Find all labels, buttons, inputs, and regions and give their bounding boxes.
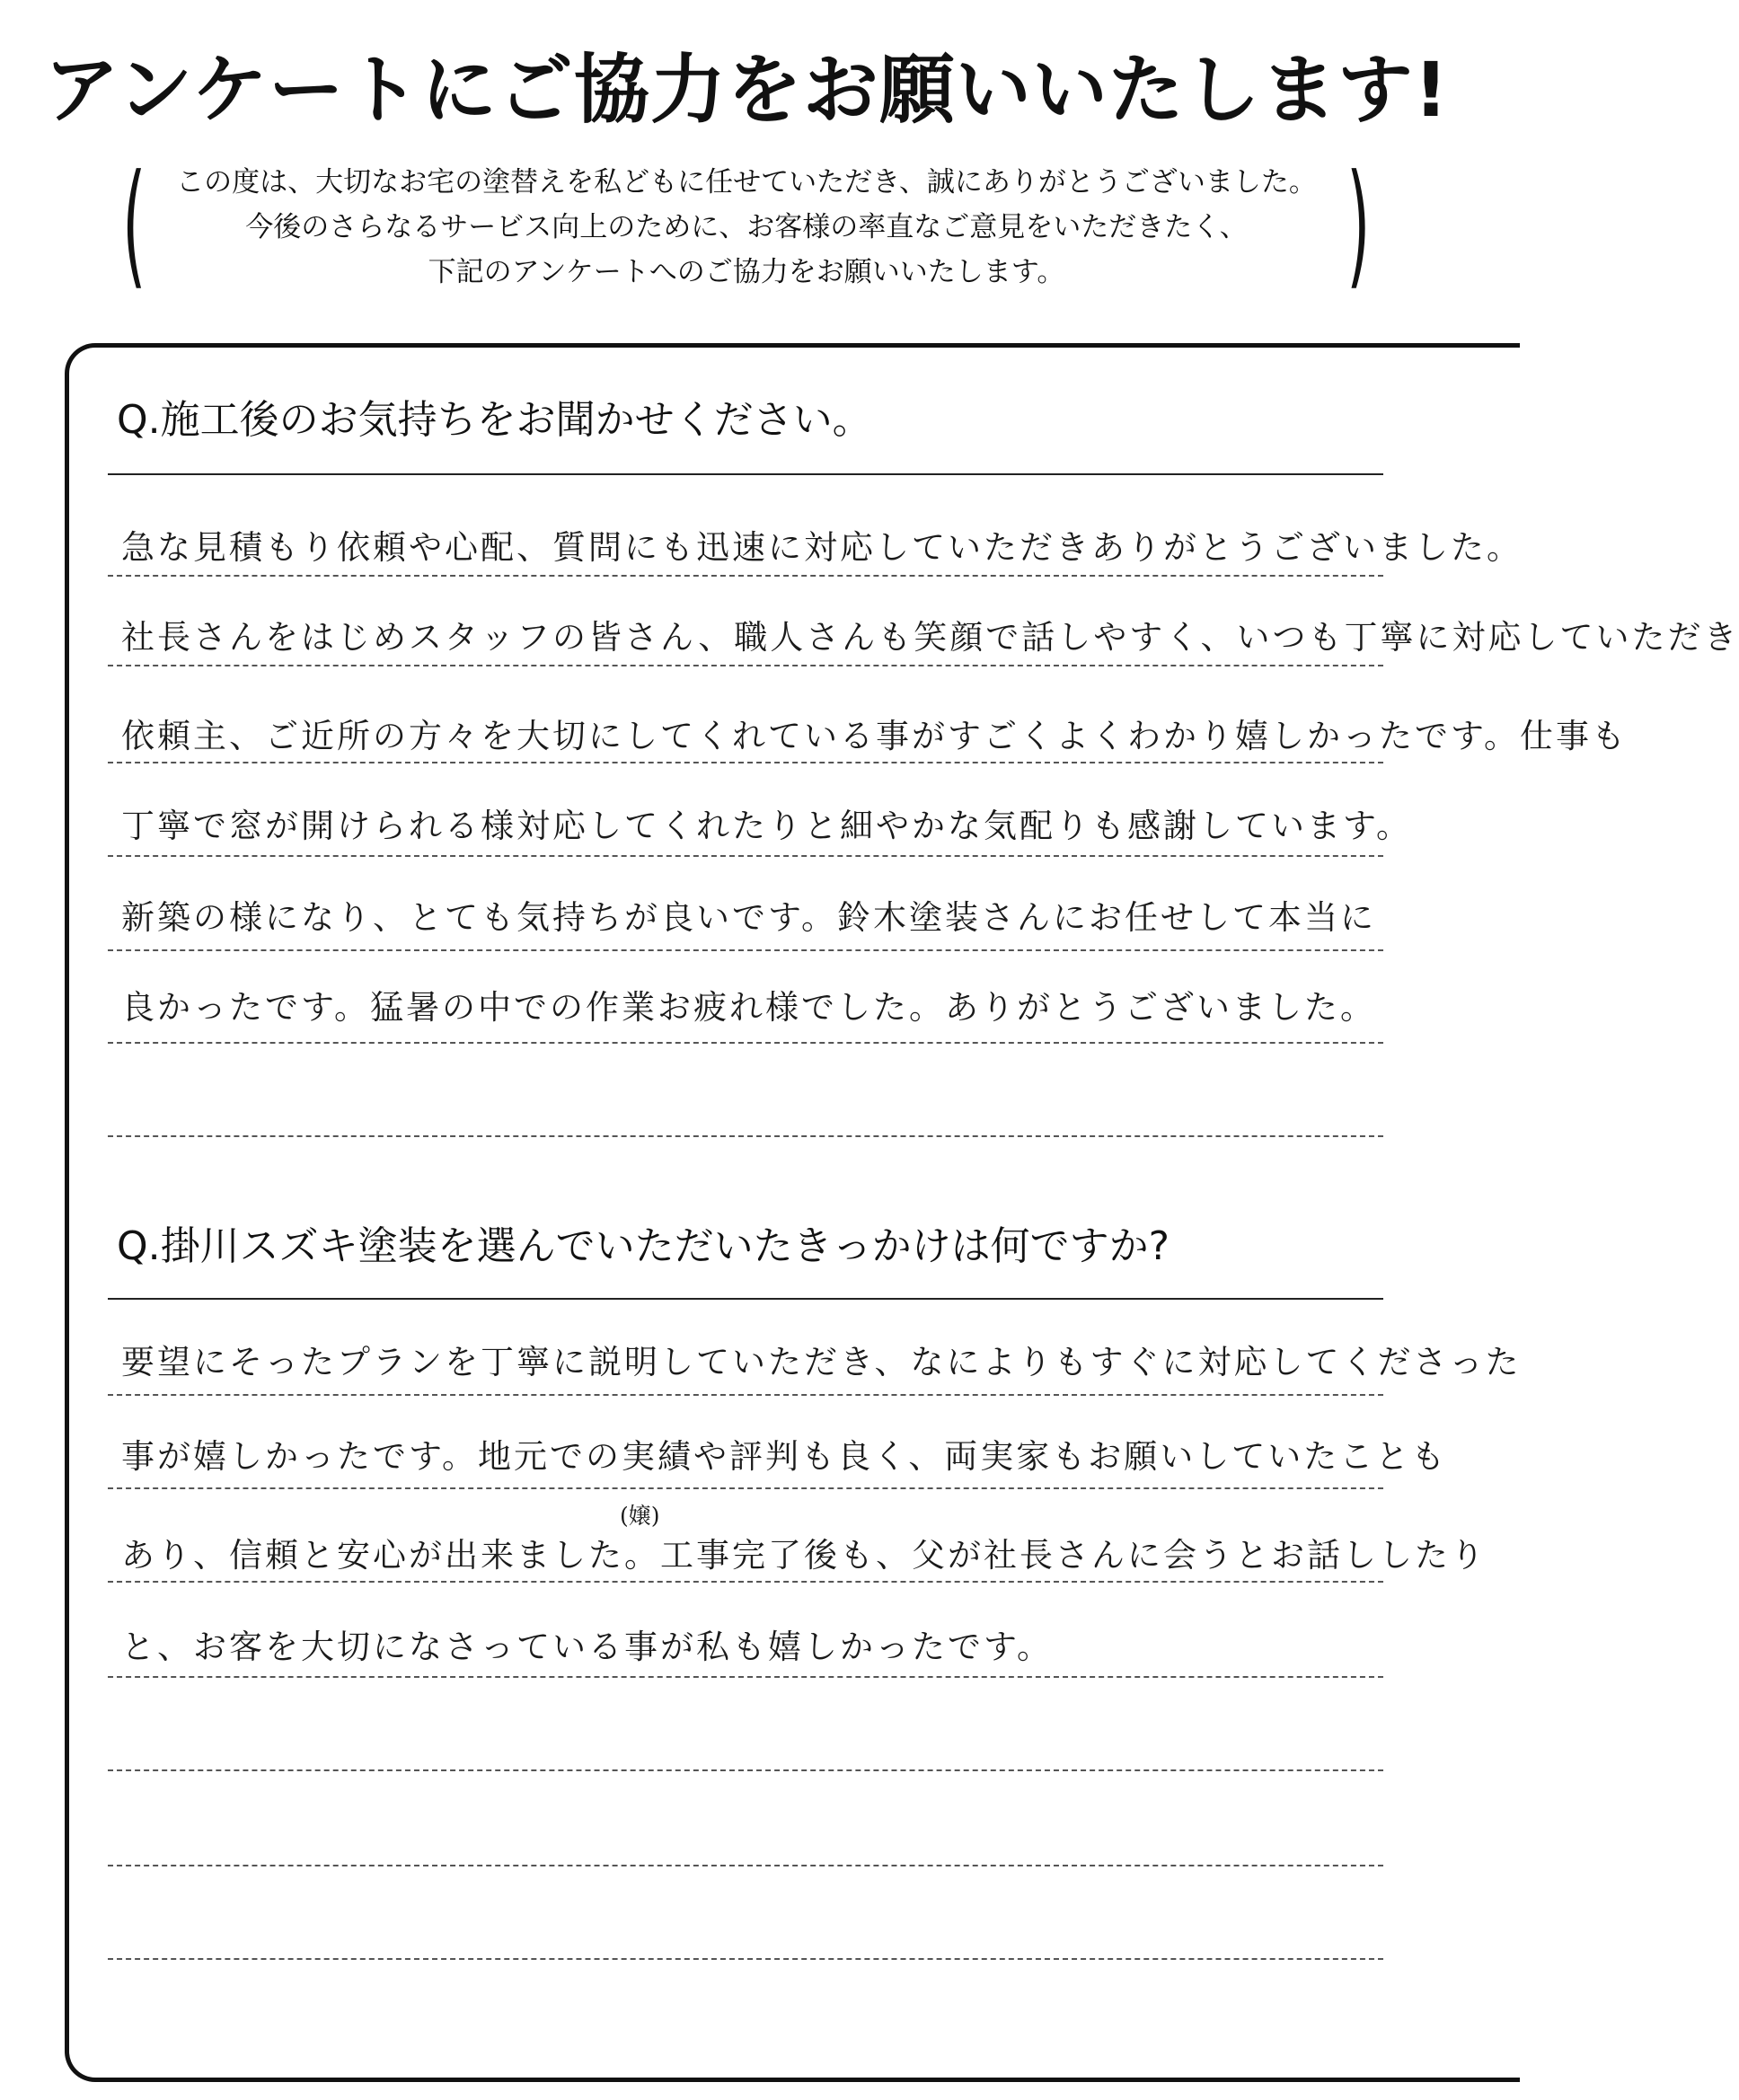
question-2-label: Q.掛川スズキ塗装を選んでいただいたきっかけは何ですか? bbox=[117, 1223, 1170, 1269]
intro-line-3: 下記のアンケートへのご協力をお願いいたします。 bbox=[428, 256, 1065, 288]
answer-2-rule-6 bbox=[108, 1865, 1383, 1866]
question-1-label: Q.施工後のお気持ちをお聞かせください。 bbox=[117, 397, 872, 443]
answer-1-rule-5 bbox=[108, 949, 1383, 951]
answer-1-line-1: 急な見積もり依頼や心配、質問にも迅速に対応していただきありがとうございました。 bbox=[121, 528, 1523, 567]
answer-1-rule-6 bbox=[108, 1042, 1383, 1044]
answer-1-line-6: 良かったです。猛暑の中での作業お疲れ様でした。ありがとうございました。 bbox=[121, 988, 1377, 1027]
answer-2-line-2: 事が嬉しかったです。地元での実績や評判も良く、両実家もお願いしていたことも bbox=[121, 1437, 1448, 1476]
question-1-underline bbox=[108, 473, 1383, 475]
intro-line-1: この度は、大切なお宅の塗替えを私どもに任せていただき、誠にありがとうございました。 bbox=[176, 166, 1317, 199]
answer-1-line-2: 社長さんをはじめスタッフの皆さん、職人さんも笑顔で話しやすく、いつも丁寧に対応していただき bbox=[121, 618, 1739, 657]
answer-1-rule-4 bbox=[108, 855, 1383, 857]
answer-1-line-3: 依頼主、ご近所の方々を大切にしてくれている事がすごくよくわかり嬉しかったです。仕事も bbox=[121, 717, 1629, 755]
left-parenthesis: ( bbox=[122, 146, 146, 303]
page-title: アンケートにご協力をお願いいたします! bbox=[43, 46, 1450, 134]
answer-2-rule-1 bbox=[108, 1394, 1383, 1396]
answer-1-line-4: 丁寧で窓が開けられる様対応してくれたりと細やかな気配りも感謝しています。 bbox=[121, 807, 1413, 845]
answer-1-rule-1 bbox=[108, 575, 1383, 577]
survey-card bbox=[65, 343, 1739, 2082]
right-parenthesis: ) bbox=[1346, 146, 1371, 303]
answer-1-rule-7 bbox=[108, 1135, 1383, 1137]
answer-1-rule-2 bbox=[108, 665, 1383, 666]
answer-2-line-3: あり、信頼と安心が出来ました。工事完了後も、父が社長さんに会うとお話ししたり bbox=[121, 1536, 1487, 1575]
answer-1-rule-3 bbox=[108, 762, 1383, 763]
answer-2-rule-4 bbox=[108, 1676, 1383, 1678]
intro-block bbox=[122, 146, 1371, 310]
question-2-underline bbox=[108, 1298, 1383, 1300]
handwritten-annotation: (嬢) bbox=[620, 1503, 660, 1529]
answer-2-rule-5 bbox=[108, 1769, 1383, 1771]
answer-2-line-4: と、お客を大切になさっている事が私も嬉しかったです。 bbox=[121, 1628, 1054, 1666]
answer-2-rule-3 bbox=[108, 1581, 1383, 1583]
answer-2-line-1: 要望にそったプランを丁寧に説明していただき、なによりもすぐに対応してくださった bbox=[121, 1343, 1522, 1381]
intro-line-2: 今後のさらなるサービス向上のために、お客様の率直なご意見をいただきたく、 bbox=[245, 211, 1248, 243]
answer-2-rule-7 bbox=[108, 1958, 1383, 1960]
answer-2-rule-2 bbox=[108, 1487, 1383, 1489]
answer-1-line-5: 新築の様になり、とても気持ちが良いです。鈴木塗装さんにお任せして本当に bbox=[121, 898, 1377, 937]
